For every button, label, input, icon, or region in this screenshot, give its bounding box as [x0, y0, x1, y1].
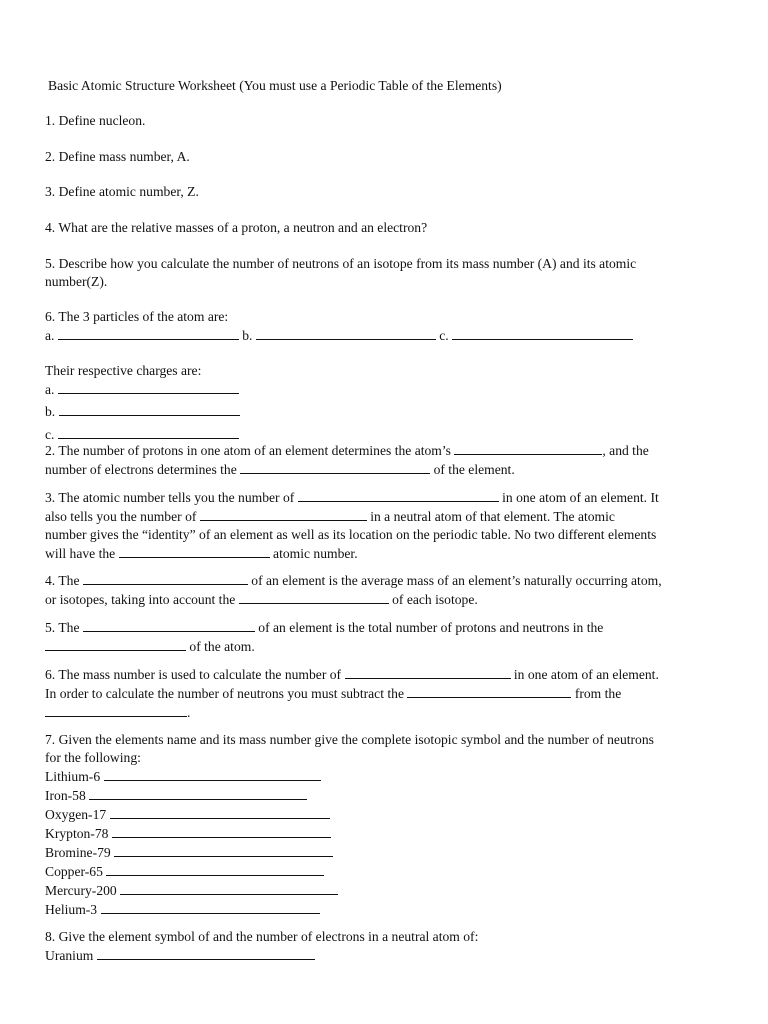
element-row: [45, 946, 735, 965]
fill-in-3: [45, 488, 735, 563]
isotope-label: Helium-3: [45, 902, 98, 917]
question-3: 3. Define atomic number, Z.: [45, 184, 199, 199]
fill-in-8: [45, 928, 735, 965]
worksheet-title: Basic Atomic Structure Worksheet (You must use a Periodic Table of the Elements): [48, 78, 502, 93]
question-2: 2. Define mass number, A.: [45, 149, 190, 164]
isotope-label: Oxygen-17: [45, 807, 107, 822]
text: also tells you the number of: [45, 509, 197, 524]
isotope-row: [45, 843, 735, 862]
isotope-label: Mercury-200: [45, 883, 117, 898]
charge-label-a: a.: [45, 382, 55, 397]
fill-in-3-line-3: number gives the “identity” of an element as well as its location on the periodic table. No two different elements: [45, 527, 657, 542]
text: 2. The number of protons in one atom of an element determines the atom’s: [45, 443, 451, 458]
text: 4. The: [45, 573, 80, 588]
text: in one atom of an element. It: [502, 490, 659, 505]
label-b: b.: [242, 328, 253, 343]
fill-in-2-line-2: [45, 460, 735, 479]
isotope-row: [45, 805, 735, 824]
isotope-label: Lithium-6: [45, 769, 101, 784]
fill-in-6-line-3: [45, 703, 735, 722]
text: of an element is the total number of protons and neutrons in the: [258, 620, 604, 635]
question-5-line-1: 5. Describe how you calculate the number of neutrons of an isotope from its mass number (A) and its atomic: [45, 256, 637, 271]
charges-section: [45, 362, 735, 444]
fill-in-5-line-2: [45, 637, 735, 656]
blank-identity[interactable]: [454, 441, 602, 455]
text: in one atom of an element.: [513, 667, 659, 682]
text: atomic number.: [273, 546, 358, 561]
label-c: c.: [439, 328, 449, 343]
text: , and the: [602, 443, 649, 458]
isotope-row: [45, 786, 735, 805]
label-a: a.: [45, 328, 55, 343]
fill-in-3-line-1: [45, 488, 735, 507]
blank-electrons[interactable]: [240, 460, 430, 474]
fill-in-2-line-1: [45, 441, 735, 460]
fill-in-8-prompt: 8. Give the element symbol of and the number of electrons in a neutral atom of:: [45, 929, 479, 944]
blank-particle-b[interactable]: [256, 326, 436, 340]
blank-protons[interactable]: [298, 488, 499, 502]
text: in a neutral atom of that element. The atomic: [370, 509, 615, 524]
fill-in-7-line-2: for the following:: [45, 750, 141, 765]
charge-label-c: c.: [45, 427, 55, 442]
text: 6. The mass number is used to calculate the number of: [45, 667, 342, 682]
charge-row-b: [45, 402, 735, 421]
blank-mass-number-2[interactable]: [45, 703, 187, 717]
text: 3. The atomic number tells you the number of: [45, 490, 295, 505]
blank-isotope[interactable]: [120, 881, 338, 895]
charges-prompt: Their respective charges are:: [45, 363, 202, 378]
fill-in-5-line-1: [45, 618, 735, 637]
fill-in-5: [45, 618, 735, 656]
isotope-row: [45, 767, 735, 786]
fill-in-6: [45, 665, 735, 722]
text: of each isotope.: [392, 592, 478, 607]
question-4: 4. What are the relative masses of a proton, a neutron and an electron?: [45, 220, 428, 235]
isotope-label: Bromine-79: [45, 845, 111, 860]
fill-in-4-line-2: [45, 590, 735, 609]
blank-charge-a[interactable]: [58, 380, 239, 394]
text: 5. The: [45, 620, 80, 635]
question-1: 1. Define nucleon.: [45, 113, 146, 128]
blank-charge-c[interactable]: [58, 425, 239, 439]
charge-row-a: [45, 380, 735, 399]
question-5-line-2: number(Z).: [45, 274, 108, 289]
blank-charge-b[interactable]: [59, 402, 240, 416]
blank-abundance[interactable]: [239, 590, 389, 604]
blank-neutrons[interactable]: [345, 665, 511, 679]
isotope-label: Copper-65: [45, 864, 103, 879]
fill-in-3-line-2: [45, 507, 735, 526]
particles-row: [45, 326, 735, 345]
question-5: [45, 255, 735, 291]
blank-element[interactable]: [97, 946, 315, 960]
text: of the element.: [433, 462, 515, 477]
blank-isotope[interactable]: [114, 843, 333, 857]
blank-particle-a[interactable]: [58, 326, 239, 340]
blank-isotope[interactable]: [106, 862, 324, 876]
text: of the atom.: [189, 639, 255, 654]
isotope-label: Krypton-78: [45, 826, 109, 841]
blank-isotope[interactable]: [104, 767, 321, 781]
text: will have the: [45, 546, 116, 561]
fill-in-4: [45, 571, 735, 609]
fill-in-4-line-1: [45, 571, 735, 590]
text: from the: [574, 686, 622, 701]
fill-in-7-line-1: 7. Given the elements name and its mass number give the complete isotopic symbol and the number of neutrons: [45, 732, 654, 747]
blank-atomic-mass[interactable]: [83, 571, 248, 585]
blank-mass-number[interactable]: [83, 618, 255, 632]
charge-label-b: b.: [45, 404, 56, 419]
blank-atomic-number[interactable]: [407, 684, 571, 698]
blank-isotope[interactable]: [112, 824, 331, 838]
isotope-row: [45, 824, 735, 843]
text: .: [187, 705, 191, 720]
blank-isotope[interactable]: [101, 900, 320, 914]
element-label: Uranium: [45, 948, 94, 963]
isotope-label: Iron-58: [45, 788, 86, 803]
fill-in-2: [45, 441, 735, 479]
fill-in-7: [45, 731, 735, 919]
text: or isotopes, taking into account the: [45, 592, 236, 607]
fill-in-6-line-1: [45, 665, 735, 684]
blank-particle-c[interactable]: [452, 326, 633, 340]
isotope-row: [45, 900, 735, 919]
fill-in-6-line-2: [45, 684, 735, 703]
question-6-prompt: 6. The 3 particles of the atom are:: [45, 309, 229, 324]
blank-isotope[interactable]: [89, 786, 307, 800]
text: number of electrons determines the: [45, 462, 237, 477]
blank-isotope[interactable]: [110, 805, 330, 819]
isotope-row: [45, 881, 735, 900]
isotope-row: [45, 862, 735, 881]
text: of an element is the average mass of an element’s naturally occurring atom,: [251, 573, 662, 588]
blank-electrons-neutral[interactable]: [200, 507, 367, 521]
blank-nucleus[interactable]: [45, 637, 186, 651]
question-6: [45, 308, 735, 345]
blank-same[interactable]: [119, 544, 270, 558]
text: In order to calculate the number of neutrons you must subtract the: [45, 686, 404, 701]
fill-in-3-line-4: [45, 544, 735, 563]
